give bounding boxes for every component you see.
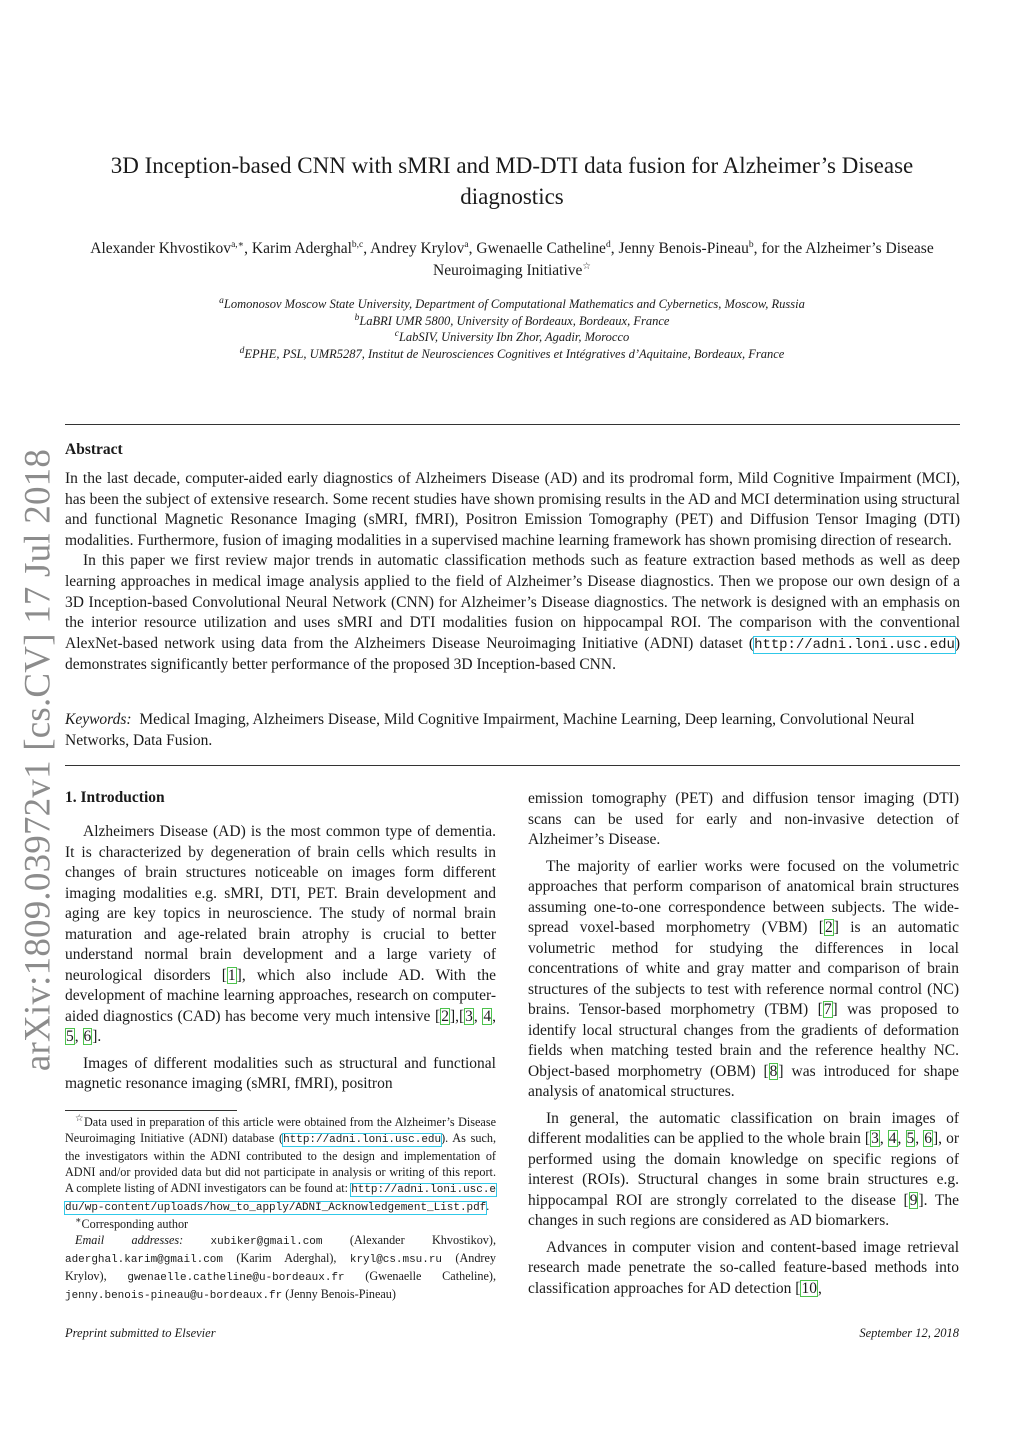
footnote-star: ☆: [75, 1113, 84, 1124]
body-paragraph: Images of different modalities such as structural and functional magnetic resonance imaging (sMRI, fMRI), positron: [65, 1054, 496, 1092]
affiliation: [60, 296, 964, 313]
citation-link[interactable]: 1: [227, 966, 236, 984]
body-paragraph: In general, the automatic classification on brain images of different modalities can be applied to the whole brain [3, 4, 5, 6], or performed using the domain knowledge on specific regions of interest (ROIs). Structural changes in some brain structures e.g. hippocampal ROI are strongly correlated to the disease [9]. The changes in such regions are considered as AD biomarkers.: [528, 1109, 960, 1229]
author-footnote-star: ☆: [582, 261, 591, 272]
left-column: [65, 822, 496, 1101]
footnote-corresponding: ∗Corresponding author: [75, 1215, 189, 1231]
body-paragraph: Advances in computer vision and content-based image retrieval research made penetrate the so-called feature-based methods into classification approaches for AD detection [10,: [528, 1238, 959, 1297]
affiliation: [60, 329, 964, 346]
citation-link[interactable]: 3: [465, 1007, 473, 1025]
author-name: Alexander Khvostikov: [90, 240, 232, 257]
citation-link[interactable]: 4: [888, 1130, 897, 1147]
email-link[interactable]: xubiker@gmail.com: [210, 1236, 323, 1248]
citation-link[interactable]: 6: [83, 1028, 92, 1045]
author-affil-sup: d: [605, 239, 611, 250]
author-affil-sup: a: [464, 239, 469, 250]
affiliation-sup: a: [219, 295, 224, 306]
abstract-text: In this paper we first review major trends in automatic classification methods such as feature extraction based methods as well as deep learning approaches in medical image analysis applied to the field of Alzheimer’s Disease diagnostics. Then we propose our own design of a 3D Inception-based Convolutional Neural Network (CNN) for Alzheimer’s Disease diagnostics. The network is designed with an emphasis on the interior resource utilization and uses sMRI and DTI modalities fusion on hippocampal ROI. The comparison with the conventional AlexNet-based network using data from the Alzheimers Disease Neuroimaging Initiative (ADNI) dataset (: [65, 552, 960, 652]
abstract-heading: Abstract: [65, 441, 123, 458]
abstract-bottom-rule: [65, 765, 960, 766]
citation-link[interactable]: 6: [924, 1130, 932, 1147]
citation-link[interactable]: 10: [801, 1279, 817, 1297]
footer-preprint: Preprint submitted to Elsevier: [65, 1326, 216, 1340]
body-paragraph: emission tomography (PET) and diffusion tensor imaging (DTI) scans can be used for early and non-invasive detection of Alzheimer’s Disease.: [528, 790, 959, 848]
adni-link[interactable]: http://adni.loni.usc.edu: [754, 636, 955, 653]
affiliation-sup: c: [394, 328, 399, 339]
email-label: Email addresses:: [75, 1233, 184, 1247]
author-name: Gwenaelle Catheline: [476, 240, 606, 257]
citation-link[interactable]: 9: [909, 1191, 918, 1209]
author-sep: ,: [244, 240, 252, 257]
keywords: [65, 710, 960, 751]
citation-link[interactable]: 5: [66, 1028, 74, 1045]
footnotes: [65, 1114, 496, 1304]
abstract-body: [65, 469, 960, 676]
author-list: [60, 238, 964, 282]
author-affil-sup: b,c: [351, 239, 364, 250]
citation-link[interactable]: 8: [769, 1062, 778, 1080]
affiliation-text: Lomonosov Moscow State University, Department of Computational Mathematics and Cybernetics, Moscow, Russia: [223, 297, 805, 311]
author-consortium: for the Alzheimer’s Disease Neuroimaging Initiative: [433, 240, 934, 279]
arxiv-stamp: arXiv:1809.03972v1 [cs.CV] 17 Jul 2018: [17, 448, 59, 1072]
author-sep: ,: [610, 240, 619, 257]
body-paragraph: The majority of earlier works were focused on the volumetric approaches that perform comparison of anatomical brain structures assuming one-to-one correspondence between subjects. The wide-spread voxel-based morphometry (VBM) [2] is an automatic volumetric method for studying the differences in local concentrations of white and gray matter and comparison of brain structures of the subjects to test with reference normal control (NC) brains. Tensor-based morphometry (TBM) [7] was proposed to identify local structural changes from the gradients of deformation fields when matching tested brain and the reference healthy NC. Object-based morphometry (OBM) [8] was introduced for shape analysis of anatomical structures.: [528, 857, 959, 1100]
footer-date: September 12, 2018: [859, 1326, 959, 1340]
body-paragraph: Alzheimers Disease (AD) is the most common type of dementia. It is characterized by degeneration of brain cells which results in changes of brain structures noticeable on images form different imaging modalities e.g. sMRI, DTI, PET. Brain development and aging are key topics in neuroscience. The study of normal brain maturation and age-related brain atrophy is crucial to better understand normal brain development and a large variety of neurological disorders [1], which also include AD. With the development of machine learning approaches, research on computer-aided diagnostics (CAD) has become very much intensive [2],[3, 4, 5, 6].: [65, 823, 496, 1045]
author-name: Andrey Krylov: [370, 240, 465, 257]
email-link[interactable]: aderghal.karim@gmail.com: [65, 1254, 223, 1266]
citation-link[interactable]: 4: [483, 1007, 492, 1025]
email-link[interactable]: gwenaelle.catheline@u-bordeaux.fr: [127, 1272, 345, 1284]
author-sep: ,: [753, 240, 762, 257]
citation-link[interactable]: 5: [906, 1130, 915, 1147]
adni-footnote-link[interactable]: http://adni.loni.usc.edu: [283, 1134, 442, 1146]
abstract-paragraph: [65, 551, 960, 676]
email-link[interactable]: jenny.benois-pineau@u-bordeaux.fr: [65, 1290, 283, 1302]
affiliation: [60, 346, 964, 363]
citation-link[interactable]: 2: [824, 919, 833, 936]
affiliation-text: EPHE, PSL, UMR5287, Institut de Neurosciences Cognitives et Intégratives d’Aquitaine, Bordeaux, France: [244, 346, 785, 361]
footnote-data-source: ☆Data used in preparation of this article were obtained from the Alzheimer’s Disease Neuroimaging Initiative (ADNI) database (http://adni.loni.usc.edu). As such, the investigators within the ADNI contributed to the design and implementation of ADNI and/or provided data but did not participate in analysis or writing of this report. A complete listing of ADNI investigators can be found at: http://adni.loni.usc.edu/wp-content/uploads/how_to_apply/ADNI_Acknowledgement_List.pdf.: [65, 1113, 496, 1214]
citation-link[interactable]: 3: [871, 1130, 879, 1147]
citation-link[interactable]: 7: [823, 1001, 832, 1018]
footnote-corr-sup: ∗: [75, 1215, 82, 1226]
author-sep: ,: [363, 240, 371, 257]
footnote-rule: [65, 1110, 237, 1111]
affiliation-sup: d: [239, 345, 245, 356]
footnote-emails: Email addresses: xubiker@gmail.com (Alexander Khvostikov), aderghal.karim@gmail.com (Karim Aderghal), kryl@cs.msu.ru (Andrey Krylov), gwenaelle.catheline@u-bordeaux.fr (Gwenaelle Catheline), jenny.benois-pineau@u-bordeaux.fr (Jenny Benois-Pineau): [65, 1233, 496, 1302]
affiliation-list: [60, 296, 964, 362]
keywords-text: Medical Imaging, Alzheimers Disease, Mild Cognitive Impairment, Machine Learning, Deep learning, Convolutional Neural Networks, Data Fusion.: [65, 711, 915, 749]
affiliation-sup: b: [354, 312, 360, 323]
author-affil-sup: b: [748, 239, 754, 250]
email-link[interactable]: kryl@cs.msu.ru: [349, 1254, 443, 1266]
author-name: Karim Aderghal: [251, 240, 352, 257]
affiliation: [60, 313, 964, 330]
abstract-paragraph: In the last decade, computer-aided early diagnostics of Alzheimers Disease (AD) and its prodromal form, Mild Cognitive Impairment (MCI), has been the subject of extensive research. Some recent studies have shown promising results in the AD and MCI determination using structural and functional Magnetic Resonance Imaging (sMRI, fMRI), Positron Emission Tomography (PET) and Diffusion Tensor Imaging (DTI) modalities. Furthermore, fusion of imaging modalities in a supervised machine learning framework has shown promising direction of research.: [65, 470, 960, 549]
author-name: Jenny Benois-Pineau: [618, 240, 749, 257]
author-affil-sup: a,∗: [231, 239, 245, 250]
affiliation-text: LaBRI UMR 5800, University of Bordeaux, Bordeaux, France: [359, 313, 670, 328]
keywords-label: Keywords:: [65, 711, 132, 728]
adni-acknowledgement-link[interactable]: http://adni.loni.usc.edu/wp-content/uploads/how_to_apply/ADNI_Acknowledgement_List.pdf: [65, 1184, 496, 1214]
paper-title: 3D Inception-based CNN with sMRI and MD-DTI data fusion for Alzheimer’s Disease diagnostics: [110, 153, 914, 209]
author-sep: ,: [468, 240, 477, 257]
abstract-text: ) demonstrates significantly better performance of the proposed 3D Inception-based CNN.: [65, 634, 960, 674]
citation-link[interactable]: 2: [441, 1007, 449, 1025]
abstract-top-rule: [65, 424, 960, 425]
right-column: [528, 789, 959, 1305]
affiliation-text: LabSIV, University Ibn Zhor, Agadir, Morocco: [398, 330, 630, 344]
section-heading-introduction: 1. Introduction: [65, 789, 165, 806]
